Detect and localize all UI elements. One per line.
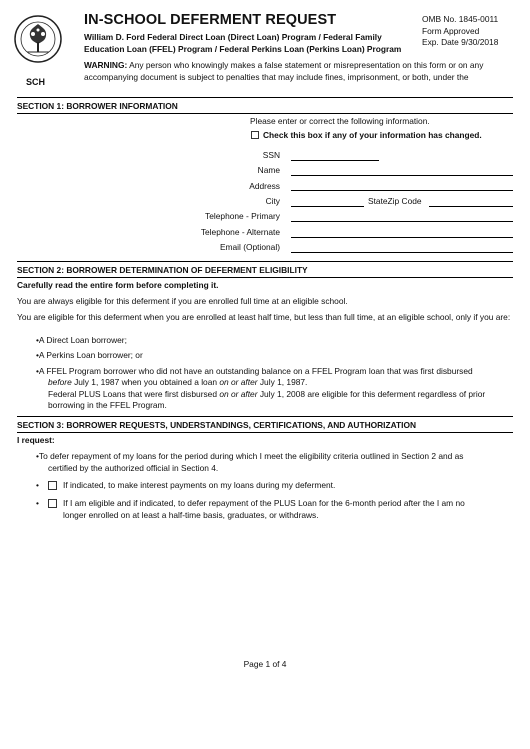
section1-title: SECTION 1: BORROWER INFORMATION xyxy=(17,101,178,111)
direct-loan-bullet: •A Direct Loan borrower; xyxy=(36,335,127,345)
omb-number: OMB No. 1845-0011 xyxy=(422,14,499,24)
email-label: Email (Optional) xyxy=(219,242,280,252)
section1-instruction: Please enter or correct the following information. xyxy=(250,116,430,126)
plus-loans-line2: borrowing in the FFEL Program. xyxy=(48,400,167,410)
bullet: • xyxy=(36,498,39,508)
section3-title: SECTION 3: BORROWER REQUESTS, UNDERSTANDINGS, CERTIFICATIONS, AND AUTHORIZATION xyxy=(17,420,417,430)
info-changed-checkbox[interactable] xyxy=(251,131,259,139)
plus-loan-deferment-line2: longer enrolled on at least a half-time basis, graduates, or withdraws. xyxy=(63,510,319,520)
i-request-heading: I request: xyxy=(17,435,55,445)
section-divider xyxy=(17,277,513,278)
warning-label: WARNING: xyxy=(84,60,128,70)
state-zip-label: StateZip Code xyxy=(368,196,422,206)
name-label: Name xyxy=(257,165,280,175)
half-time-eligibility-text: You are eligible for this deferment when you are enrolled at least half time, but less than full time, at an eligible school, only if you are: xyxy=(17,312,511,322)
interest-payments-label: If indicated, to make interest payments on my loans during my deferment. xyxy=(63,480,336,490)
ffel-when: July 1, 1987 when you obtained a loan xyxy=(71,377,220,387)
always-eligible-text: You are always eligible for this deferment if you are enrolled full time at an eligible school. xyxy=(17,296,348,306)
ffel-on-or-after: on or after xyxy=(219,377,258,387)
form-approved: Form Approved xyxy=(422,25,480,36)
section-divider xyxy=(17,432,513,433)
omb-info xyxy=(422,14,498,49)
program-names: William D. Ford Federal Direct Loan (Direct Loan) Program / Federal Family Education Loan (FFEL) Program / Federal Perkins Loan (Perkins Loan) Program xyxy=(84,32,402,54)
address-label: Address xyxy=(249,181,280,191)
phone-alternate-field[interactable] xyxy=(291,237,513,238)
section-divider xyxy=(17,97,513,98)
warning-statement xyxy=(84,60,514,83)
expiration-date: Exp. Date 9/30/2018 xyxy=(422,37,499,47)
bullet: • xyxy=(36,480,39,490)
ffel-before: before xyxy=(48,377,72,387)
section-divider xyxy=(17,416,513,417)
email-field[interactable] xyxy=(291,252,513,253)
plus-loans-line1 xyxy=(48,389,485,401)
page-number: Page 1 of 4 xyxy=(243,659,287,669)
sch-code: SCH xyxy=(26,77,46,87)
department-of-education-seal xyxy=(13,14,63,70)
section-divider xyxy=(17,113,513,114)
phone-primary-label: Telephone - Primary xyxy=(205,211,280,221)
ffel-bullet-line2 xyxy=(48,377,307,389)
interest-payments-checkbox[interactable] xyxy=(48,481,57,490)
address-field[interactable] xyxy=(291,190,513,191)
phone-alternate-label: Telephone - Alternate xyxy=(200,227,280,237)
info-changed-label: Check this box if any of your information has changed. xyxy=(263,130,482,140)
ffel-date: July 1, 1987. xyxy=(257,377,308,387)
name-field[interactable] xyxy=(291,175,513,176)
ffel-bullet-line1: •A FFEL Program borrower who did not have an outstanding balance on a FFEL Program loan that was first disbursed xyxy=(36,366,473,376)
ssn-field[interactable] xyxy=(291,160,379,161)
read-entire-form-note: Carefully read the entire form before completing it. xyxy=(17,280,219,290)
ssn-label: SSN xyxy=(262,150,280,160)
plus-on-or-after: on or after xyxy=(219,389,258,399)
section2-title: SECTION 2: BORROWER DETERMINATION OF DEFERMENT ELIGIBILITY xyxy=(17,265,308,275)
zip-field[interactable] xyxy=(429,206,513,207)
plus-loan-deferment-checkbox[interactable] xyxy=(48,499,57,508)
plus-eligibility: July 1, 2008 are eligible for this deferment regardless of prior xyxy=(257,389,486,399)
plus-loan-deferment-line1: If I am eligible and if indicated, to defer repayment of the PLUS Loan for the 6-month period after the I am no xyxy=(63,498,465,508)
phone-primary-field[interactable] xyxy=(291,221,513,222)
section-divider xyxy=(17,261,513,262)
city-label: City xyxy=(265,196,280,206)
perkins-loan-bullet: •A Perkins Loan borrower; or xyxy=(36,350,143,360)
city-field[interactable] xyxy=(291,206,364,207)
form-title: IN-SCHOOL DEFERMENT REQUEST xyxy=(84,12,337,28)
warning-text: Any person who knowingly makes a false statement or misrepresentation on this form or on any accompanying document is subject to penalties that may include fines, imprisonment, or both, under the xyxy=(84,60,484,82)
plus-disbursed: Federal PLUS Loans that were first disbursed xyxy=(48,389,220,399)
request-defer-line2: certified by the authorized official in Section 4. xyxy=(48,463,219,473)
request-defer-line1: •To defer repayment of my loans for the period during which I meet the eligibility criteria outlined in Section 2 and as xyxy=(36,451,464,461)
